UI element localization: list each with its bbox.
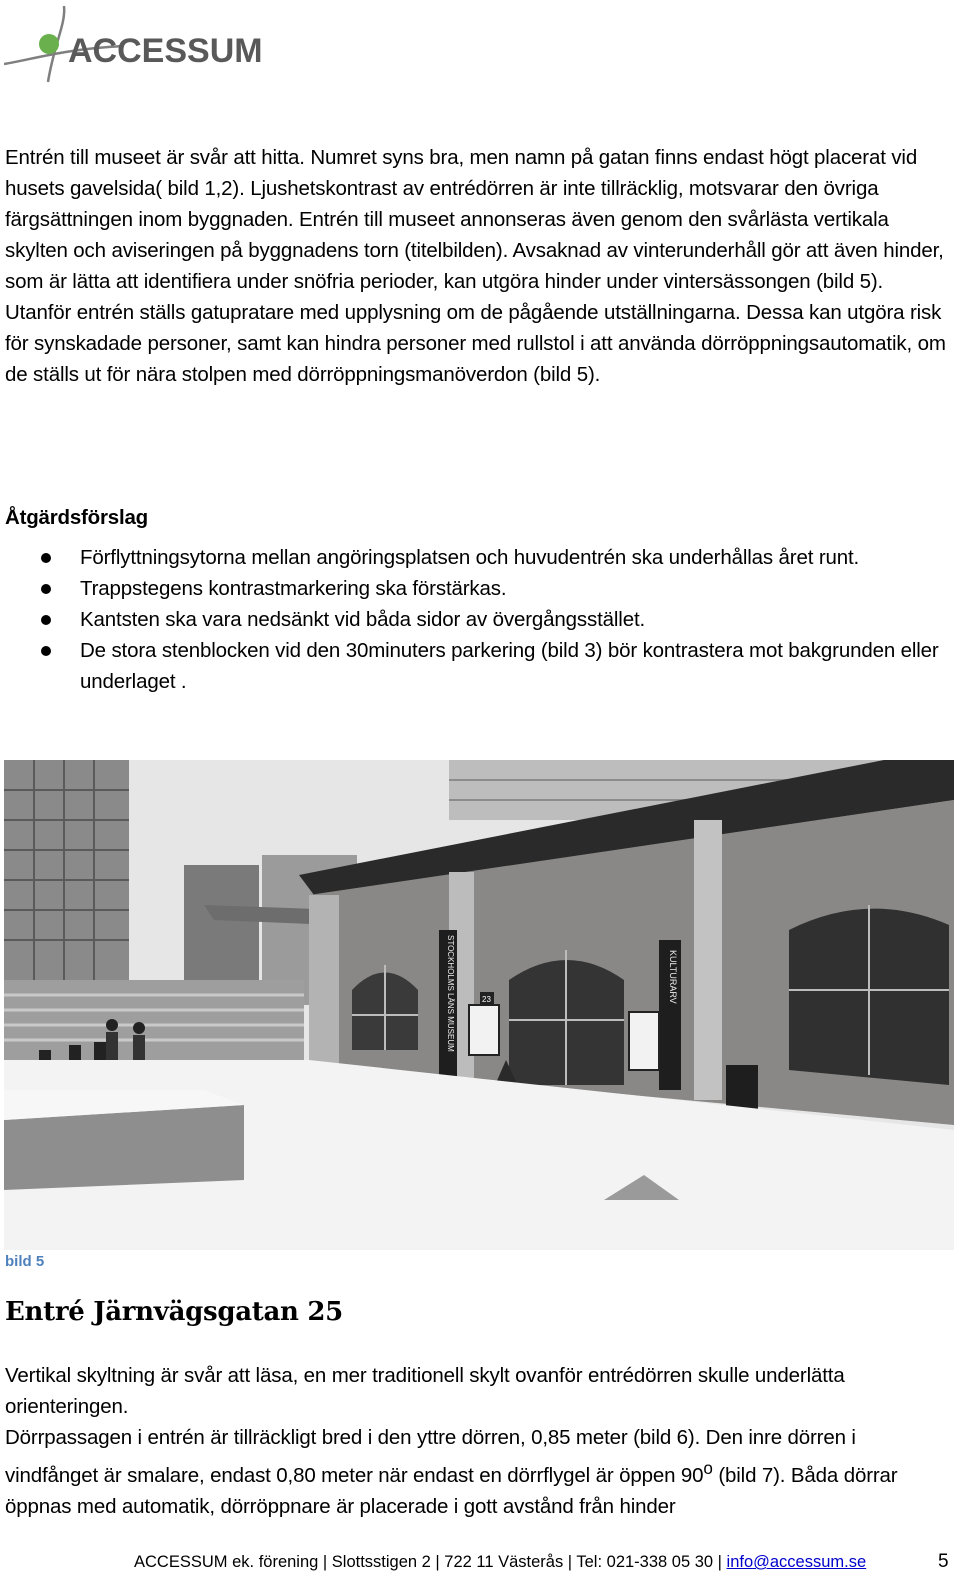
bullet-icon bbox=[41, 584, 51, 594]
logo-mark-icon bbox=[4, 4, 266, 84]
svg-text:KULTURARV: KULTURARV bbox=[668, 950, 678, 1004]
svg-text:STOCKHOLMS LÄNS MUSEUM: STOCKHOLMS LÄNS MUSEUM bbox=[446, 935, 455, 1052]
list-item: Förflyttningsytorna mellan angöringsplatsen och huvudentrén ska underhållas året runt. bbox=[5, 542, 953, 573]
photo-caption: bild 5 bbox=[5, 1253, 45, 1270]
paragraph: Dörrpassagen i entrén är tillräckligt bred i den yttre dörren, 0,85 meter (bild 6). Den inre dörren i vindfånget är smalare, endast 0,80 meter när endast en dörrflygel är öppen 90$^o$ (bild 7). Båda dörrar öppnas med automatik, dörröppnare är placerade i gott avstånd från hinder bbox=[5, 1426, 898, 1518]
paragraph: Utanför entrén ställs gatupratare med upplysning om de pågående utställningarna. Dessa kan utgöra risk för synskadade personer, samt kan hindra personer med rullstol i att använda dörröppningsautomatik, om de ställs ut för nära stolpen med dörröppningsmanöverdon (bild 5). bbox=[5, 301, 946, 386]
section-heading: Entré Järnvägsgatan 25 bbox=[5, 1297, 343, 1327]
section-text bbox=[5, 1360, 953, 1522]
list-item: Kantsten ska vara nedsänkt vid båda sidor av övergångsstället. bbox=[5, 604, 953, 635]
entrance-photo bbox=[4, 760, 954, 1250]
accessum-logo bbox=[4, 4, 266, 84]
page-footer bbox=[0, 1553, 960, 1577]
bullet-icon bbox=[41, 615, 51, 625]
svg-text:ACCESSUM: ACCESSUM bbox=[68, 32, 263, 70]
measures-heading: Åtgärdsförslag bbox=[5, 506, 149, 529]
bullet-icon bbox=[41, 553, 51, 563]
page-number: 5 bbox=[938, 1551, 949, 1572]
museum-building-image bbox=[4, 760, 954, 1250]
list-item: De stora stenblocken vid den 30minuters parkering (bild 3) bör kontrastera mot bakgrunden eller underlaget . bbox=[5, 635, 953, 697]
intro-text bbox=[5, 142, 953, 390]
footer-contact: ACCESSUM ek. förening | Slottsstigen 2 | 722 11 Västerås | Tel: 021-338 05 30 | info@accessum.se bbox=[134, 1553, 867, 1571]
svg-text:23: 23 bbox=[482, 995, 491, 1004]
paragraph: Vertikal skyltning är svår att läsa, en mer traditionell skylt ovanför entrédörren skulle underlätta orienteringen. bbox=[5, 1364, 845, 1418]
email-link[interactable]: info@accessum.se bbox=[726, 1553, 867, 1571]
degree-superscript: o bbox=[703, 1459, 713, 1478]
paragraph: Entrén till museet är svår att hitta. Numret syns bra, men namn på gatan finns endast högt placerat vid husets gavelsida( bild 1,2). Ljushetskontrast av entrédörren är inte tillräcklig, motsvarar den övriga färgsättningen inom byggnaden. Entrén till museet annonseras även genom den svårlästa vertikala skylten och aviseringen på byggnadens torn (titelbilden). Avsaknad av vinterunderhåll gör att även hinder, som är lätta att identifiera under snöfria perioder, kan utgöra hinder under vintersässongen (bild 5). bbox=[5, 146, 944, 293]
measures-list bbox=[5, 542, 953, 697]
bullet-icon bbox=[41, 646, 51, 656]
list-item: Trappstegens kontrastmarkering ska förstärkas. bbox=[5, 573, 953, 604]
